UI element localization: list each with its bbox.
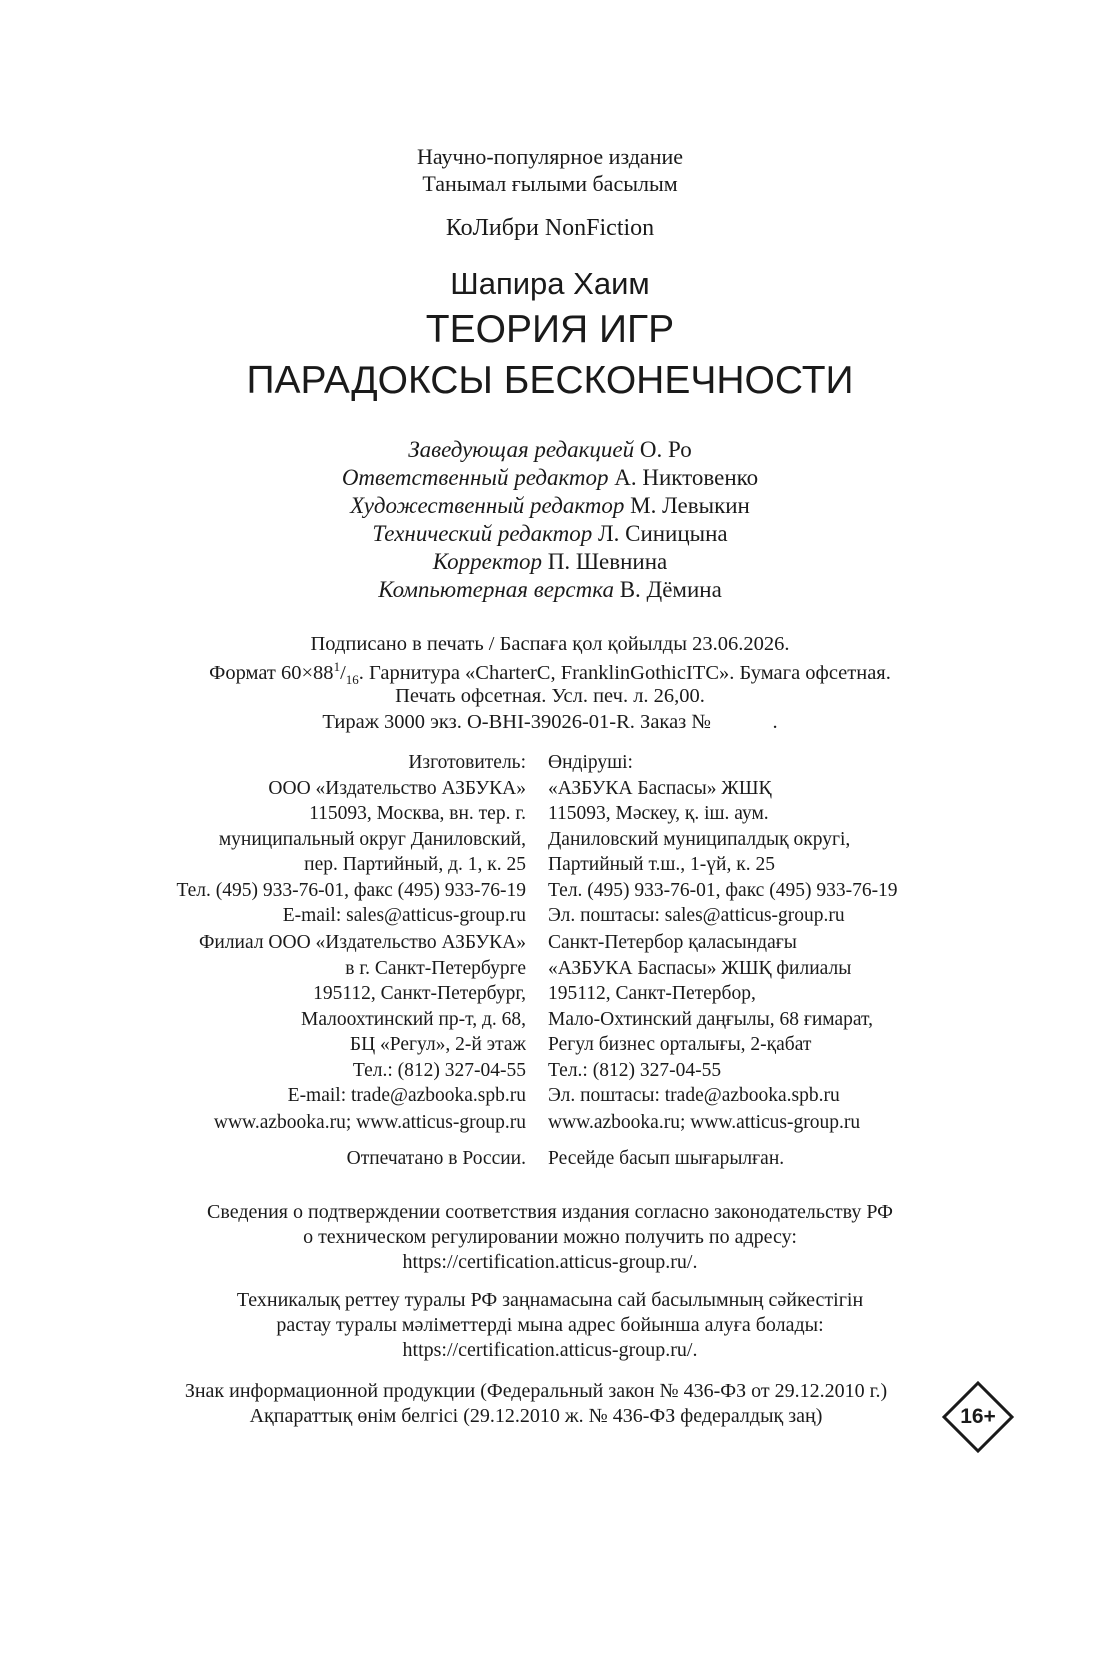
printed-kz [548, 1146, 784, 1172]
format-prefix: Формат 60×88 [209, 661, 334, 684]
signed-line: Подписано в печать / Баспаға қол қойылды 23.06.2026. [310, 633, 790, 655]
manufacturer-ru-line: 115093, Москва, вн. тер. г. [309, 803, 526, 824]
branch-ru-email: E-mail: trade@azbooka.spb.ru [287, 1085, 526, 1106]
certification-ru-line: о техническом регулировании можно получить по адресу: [303, 1226, 797, 1248]
printed-ru-line: Отпечатано в России. [346, 1148, 526, 1169]
branch-kz-line: Регул бизнес орталығы, 2-қабат [548, 1034, 812, 1055]
editor-line [0, 466, 1100, 489]
certification-ru-line: Сведения о подтверждении соответствия издания согласно законодательству РФ [207, 1201, 893, 1223]
editor-role: Заведующая редакцией [408, 437, 635, 462]
branch-ru-line: Филиал ООО «Издательство АЗБУКА» [198, 932, 526, 953]
branch-kz-line: 195112, Санкт-Петербор, [548, 983, 756, 1004]
certification-kz-line: Техникалық реттеу туралы РФ заңнамасына сай басылымның сәйкестігін [236, 1289, 864, 1311]
manufacturer-kz-line: Тел. (495) 933-76-01, факс (495) 933-76-19 [548, 879, 898, 901]
certification-ru-url: https://certification.atticus-group.ru/. [402, 1251, 698, 1273]
manufacturer-kz-line: Өндіруші: [548, 752, 633, 773]
print-line: Печать офсетная. Усл. печ. л. 26,00. [395, 685, 705, 707]
editor-line [0, 494, 1100, 517]
manufacturer-kz-email: Эл. поштасы: sales@atticus-group.ru [548, 905, 845, 926]
editor-name: Л. Синицына [598, 521, 728, 546]
editor-line [0, 522, 1100, 545]
editor-role: Корректор [432, 549, 542, 574]
manufacturer-ru [176, 750, 526, 929]
branch-ru [199, 930, 526, 1109]
editor-role: Компьютерная верстка [378, 577, 614, 602]
edition-type-kz: Танымал ғылыми басылым [422, 171, 678, 196]
editor-name: А. Никтовенко [614, 465, 759, 490]
run-line: Тираж 3000 экз. O-BHI-39026-01-R. Заказ № . [322, 711, 778, 733]
manufacturer-kz-line: Даниловский муниципалдық округі, [548, 828, 851, 850]
book-author: Шапира Хаим [450, 266, 650, 301]
certification-kz-url: https://certification.atticus-group.ru/. [402, 1339, 698, 1361]
branch-kz-line: «АЗБУКА Баспасы» ЖШҚ филиалы [548, 957, 852, 979]
info-sign-ru: Знак информационной продукции (Федеральный закон № 436-ФЗ от 29.12.2010 г.) [184, 1380, 888, 1402]
book-subtitle: ПАРАДОКСЫ БЕСКОНЕЧНОСТИ [246, 359, 854, 402]
branch-kz-email: Эл. поштасы: trade@azbooka.spb.ru [548, 1085, 840, 1106]
websites-ru [214, 1110, 526, 1136]
editor-line [0, 550, 1100, 573]
branch-ru-line: в г. Санкт-Петербурге [345, 957, 526, 979]
manufacturer-ru-line: Тел. (495) 933-76-01, факс (495) 933-76-19 [176, 879, 526, 901]
format-suffix: . Гарнитура «CharterC, FranklinGothicITC». Бумага офсетная. [358, 661, 891, 684]
manufacturer-ru-line: пер. Партийный, д. 1, к. 25 [304, 854, 526, 875]
manufacturer-kz-line: 115093, Мәскеу, қ. іш. аум. [548, 803, 769, 824]
editor-role: Технический редактор [372, 521, 593, 546]
manufacturer-ru-email: E-mail: sales@atticus-group.ru [282, 905, 526, 926]
age-rating-label: 16+ [960, 1405, 996, 1428]
info-sign-kz: Ақпараттық өнім белгісі (29.12.2010 ж. № 436-ФЗ федералдық заң) [249, 1405, 823, 1427]
branch-kz-line: Мало-Охтинский даңғылы, 68 ғимарат, [548, 1008, 873, 1030]
websites-ru-line: www.azbooka.ru; www.atticus-group.ru [213, 1112, 526, 1133]
format-numerator: 1 [333, 659, 341, 674]
book-title: ТЕОРИЯ ИГР [425, 308, 675, 351]
branch-kz-line: Санкт-Петербор қаласындағы [548, 932, 797, 953]
editor-role: Художественный редактор [350, 493, 625, 518]
editor-name: О. Ро [639, 437, 692, 462]
branch-ru-line: 195112, Санкт-Петербург, [313, 983, 526, 1004]
manufacturer-kz-line: «АЗБУКА Баспасы» ЖШҚ [548, 777, 772, 799]
websites-kz [548, 1110, 860, 1136]
branch-kz-line: Тел.: (812) 327-04-55 [548, 1059, 722, 1081]
format-denominator: 16 [345, 671, 359, 687]
series-name: КоЛибри NonFiction [445, 215, 655, 241]
age-rating-badge [941, 1380, 1015, 1454]
editor-role: Ответственный редактор [341, 465, 609, 490]
websites-kz-line: www.azbooka.ru; www.atticus-group.ru [548, 1112, 861, 1133]
manufacturer-kz [548, 750, 898, 929]
branch-ru-line: Тел.: (812) 327-04-55 [352, 1059, 526, 1081]
branch-ru-line: БЦ «Регул», 2-й этаж [349, 1034, 526, 1055]
edition-type-ru: Научно-популярное издание [416, 144, 684, 169]
printed-kz-line: Ресейде басып шығарылған. [548, 1148, 785, 1169]
branch-ru-line: Малоохтинский пр-т, д. 68, [301, 1008, 526, 1030]
manufacturer-ru-line: муниципальный округ Даниловский, [218, 828, 526, 850]
editor-name: М. Левыкин [630, 493, 750, 518]
editor-name: В. Дёмина [619, 577, 722, 602]
editor-name: П. Шевнина [547, 549, 668, 574]
certification-kz-line: растау туралы мәліметтерді мына адрес бойынша алуға болады: [276, 1314, 824, 1336]
editor-line [0, 578, 1100, 601]
format-line: Формат $60\times 88^1/_{16}$. Гарнитура «CharterC, FranklinGothicITC». Бумага офсетная. [209, 659, 891, 687]
editor-line [0, 438, 1100, 461]
manufacturer-ru-line: Изготовитель: [408, 752, 526, 773]
manufacturer-kz-line: Партийный т.ш., 1-үй, к. 25 [548, 854, 775, 875]
manufacturer-ru-line: ООО «Издательство АЗБУКА» [268, 777, 526, 799]
branch-kz [548, 930, 873, 1109]
printed-ru [347, 1146, 526, 1172]
